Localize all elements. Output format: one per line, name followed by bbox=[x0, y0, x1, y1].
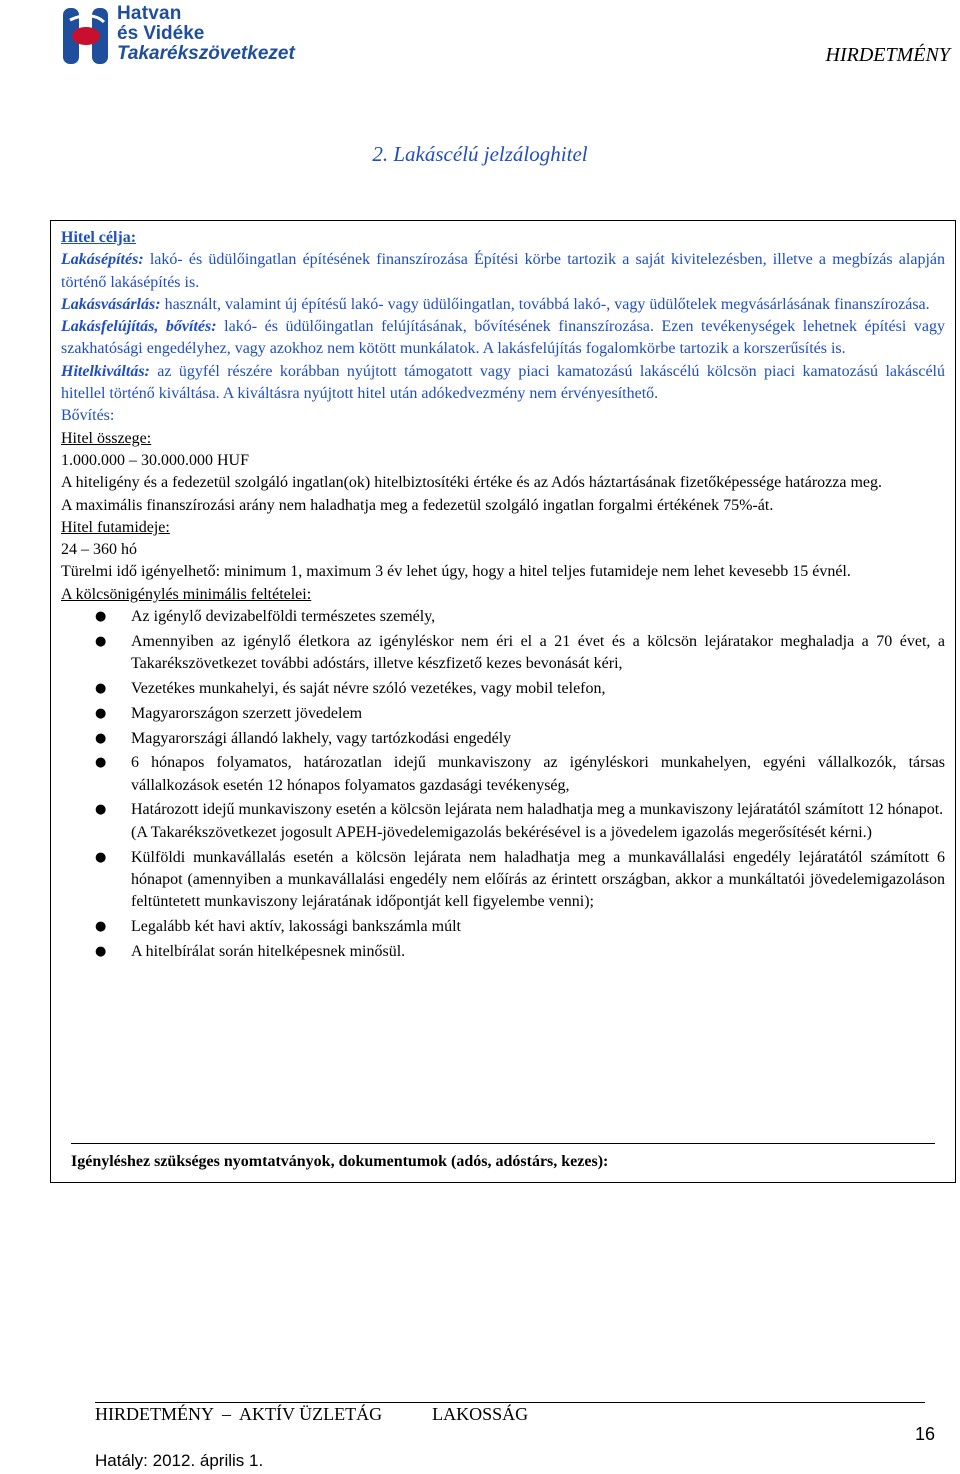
purpose-item-building bbox=[61, 249, 945, 294]
footer-part-2: – bbox=[222, 1404, 231, 1424]
list-item: ● Legalább két havi aktív, lakossági bankszámla múlt bbox=[61, 916, 945, 938]
documents-heading: Igényléshez szükséges nyomtatványok, dokumentumok (adós, adóstárs, kezes): bbox=[71, 1143, 935, 1182]
purpose-text: lakó- és üdülőingatlan építésének finanszírozása Építési körbe tartozik a saját kivitelezésben, illetve a megbízás alapján történő lakásépítés is. bbox=[61, 251, 945, 291]
requirement-note: (A Takarékszövetkezet jogosult APEH-jövedelemigazolás bekérésével is a jövedelem igazolás megerősítését kérni.) bbox=[131, 823, 872, 841]
list-item: ● Vezetékes munkahelyi, és saját névre szóló vezetékes, vagy mobil telefon, bbox=[61, 678, 945, 700]
footer-part-3: AKTÍV ÜZLETÁG bbox=[239, 1404, 383, 1424]
term-text: Türelmi idő igényelhető: minimum 1, maximum 3 év lehet úgy, hogy a hitel teljes futamideje nem lehet kevesebb 15 évnél. bbox=[61, 563, 851, 581]
footer-divider bbox=[95, 1402, 925, 1403]
list-item: ● Magyarországi állandó lakhely, vagy tartózkodási engedély bbox=[61, 728, 945, 750]
purpose-item-purchase bbox=[61, 294, 945, 316]
page-number: 16 bbox=[914, 1424, 935, 1444]
amount-text-2: A maximális finanszírozási arány nem haladhatja meg a fedezetül szolgáló ingatlan forgalmi értékének 75%-át. bbox=[61, 496, 774, 514]
purpose-label: Lakásvásárlás: bbox=[61, 295, 161, 313]
purpose-label: Bővítés: bbox=[61, 407, 115, 425]
purpose-item-refinancing bbox=[61, 361, 945, 406]
amount-text-1: A hiteligény és a fedezetül szolgáló ingatlan(ok) hitelbiztosítéki értéke és az Adós háztartásának fizetőképessége határozza meg. bbox=[61, 474, 882, 492]
purpose-label: Lakásfelújítás, bővítés: bbox=[61, 318, 217, 336]
list-item: ● A hitelbírálat során hitelképesnek minősül. bbox=[61, 941, 945, 963]
amount-value: 1.000.000 – 30.000.000 HUF bbox=[61, 451, 250, 469]
logo-line-3: Takarékszövetkezet bbox=[117, 43, 295, 64]
logo-line-1: Hatvan bbox=[117, 3, 182, 24]
term-value: 24 – 360 hó bbox=[61, 541, 137, 559]
bank-logo bbox=[60, 4, 330, 68]
purpose-item-renovation bbox=[61, 316, 945, 361]
loan-details-box bbox=[50, 220, 956, 1183]
document-type: HIRDETMÉNY bbox=[825, 44, 950, 66]
purpose-heading: Hitel célja: bbox=[61, 229, 137, 246]
logo-line-2: és Vidéke bbox=[117, 23, 205, 44]
purpose-text: használt, valamint új építésű lakó- vagy üdülőingatlan, továbbá lakó-, vagy üdülőtelek megvásárlásának finanszírozása. bbox=[160, 295, 930, 313]
logo-mark-icon bbox=[60, 4, 116, 68]
footer-title bbox=[95, 1404, 536, 1425]
footer-part-1: HIRDETMÉNY bbox=[95, 1404, 214, 1424]
purpose-text: az ügyfél részére korábban nyújtott támogatott vagy piaci kamatozású lakáscélú kölcsön piaci kamatozású lakáscélú hitellel történő kiváltása. A kiváltásra nyújtott hitel után adókedvezmény nem érvényesíthető. bbox=[61, 362, 945, 403]
section-title: 2. Lakáscélú jelzáloghitel bbox=[372, 142, 588, 166]
purpose-label: Hitelkiváltás: bbox=[61, 362, 150, 380]
list-item: ● Külföldi munkavállalás esetén a kölcsön lejárata nem haladhatja meg a munkavállalási engedély lejáratától számított 6 hónapot (amennyiben a munkavállalási engedély nem előírás az érintett országban, akkor a munkáltatói jövedelemigazoláson feltüntetett munkaviszony lejáratának időpontját kell figyelembe venni); bbox=[61, 847, 945, 914]
list-item: ● Az igénylő devizabelföldi természetes személy, bbox=[61, 606, 945, 628]
purpose-text: lakó- és üdülőingatlan felújításának, bővítésének finanszírozása. Ezen tevékenységek lehetnek építési vagy szakhatósági engedélyhez, vagy azokhoz nem kötött munkálatok. A lakásfelújítás fogalomkörbe tartozik a korszerűsítés is. bbox=[61, 318, 945, 358]
footer-date: Hatály: 2012. április 1. bbox=[95, 1451, 264, 1470]
footer-part-4: LAKOSSÁG bbox=[432, 1404, 529, 1424]
purpose-item-extension bbox=[61, 405, 945, 427]
logo-text bbox=[117, 4, 295, 64]
term-heading: Hitel futamideje: bbox=[61, 518, 170, 536]
list-item-text: Határozott idejű munkaviszony esetén a kölcsön lejárata nem haladhatja meg a munkaviszony lejáratától számított 12 hónapot. bbox=[131, 801, 944, 819]
purpose-label: Lakásépítés: bbox=[61, 251, 144, 269]
amount-heading: Hitel összege: bbox=[61, 429, 152, 447]
requirements-list bbox=[61, 606, 945, 963]
requirements-heading: A kölcsönigénylés minimális feltételei: bbox=[61, 585, 312, 603]
list-item bbox=[61, 799, 945, 844]
list-item: ● Amennyiben az igénylő életkora az igényléskor nem éri el a 21 évet és a kölcsön lejáratakor meghaladja a 70 évet, a Takarékszövetkezet további adóstárs, illetve készfizető kezes bevonását kéri, bbox=[61, 631, 945, 676]
page-header bbox=[0, 0, 960, 80]
list-item: ● 6 hónapos folyamatos, határozatlan idejű munkaviszony az igényléskori munkahelyen, egyéni vállalkozók, társas vállalkozások esetén 12 hónapos folyamatos gazdasági tevékenység, bbox=[61, 752, 945, 797]
list-item: ● Magyarországon szerzett jövedelem bbox=[61, 703, 945, 725]
